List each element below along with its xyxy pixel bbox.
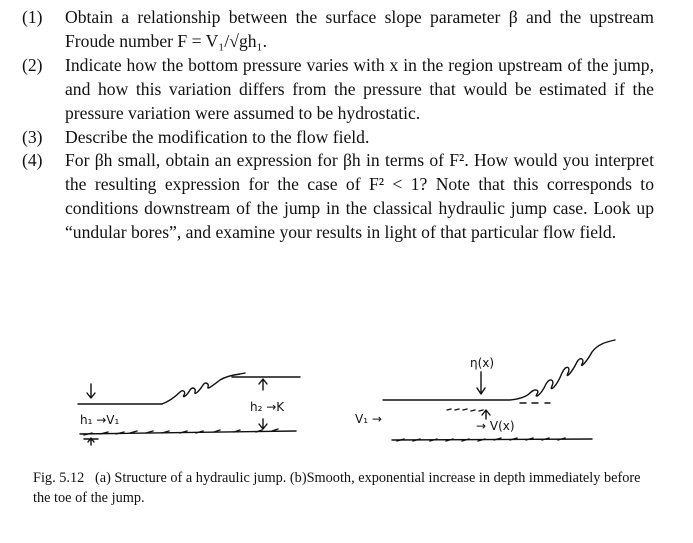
figure-sketches bbox=[0, 300, 693, 460]
question-text: Obtain a relationship between the surface slope parameter β and the upstream Froude number F = V₁/√gh₁. bbox=[65, 7, 654, 51]
figure-caption-text: (a) Structure of a hydraulic jump. (b)Smooth, exponential increase in depth immediately before the toe of the jump. bbox=[33, 470, 641, 506]
question-text: Describe the modification to the flow field. bbox=[65, 126, 370, 147]
figure-label: Fig. 5.12 bbox=[33, 470, 85, 486]
question-item bbox=[22, 6, 654, 54]
question-item bbox=[22, 149, 654, 245]
h1-label: h₁ →V₁ bbox=[80, 413, 120, 427]
question-item bbox=[22, 126, 654, 150]
figure-caption bbox=[33, 469, 653, 509]
h1-arrow-bottom bbox=[84, 438, 98, 445]
v1-label: V₁ → bbox=[355, 412, 382, 426]
vx-label: → V(x) bbox=[476, 419, 515, 433]
h2-arrow-bottom bbox=[259, 419, 267, 429]
h1-arrow-top bbox=[87, 384, 95, 398]
question-list bbox=[22, 6, 654, 245]
question-number: (3) bbox=[22, 126, 43, 147]
question-number: (1) bbox=[22, 7, 43, 27]
question-text: For βh small, obtain an expression for βh in terms of F². How would you interpret the resulting expression for the case of F² < 1? Note that this corresponds to conditions downstream of the jump in the classical hydraulic jump case. Look up “undular bores”, and examine your results in light of that particular flow field. bbox=[65, 150, 654, 243]
h2-arrow-top bbox=[259, 379, 267, 390]
eta-arrow bbox=[477, 372, 485, 394]
toe-curls bbox=[530, 340, 615, 396]
eta-label: η(x) bbox=[470, 356, 495, 370]
question-number: (4) bbox=[22, 150, 43, 171]
rising-surface-line bbox=[383, 393, 530, 400]
question-item bbox=[22, 54, 654, 126]
h2-label: h₂ →K bbox=[250, 400, 285, 414]
question-number: (2) bbox=[22, 54, 43, 75]
figure-hydraulic-jump bbox=[0, 300, 693, 460]
channel-bottom-line bbox=[80, 431, 296, 434]
surface-dashed-line bbox=[447, 409, 483, 411]
question-text: Indicate how the bottom pressure varies with x in the region upstream of the jump, and how this variation differs from the pressure that would be estimated if the pressure variation were assumed to be hydrostatic. bbox=[65, 54, 654, 123]
vx-upward-arrow bbox=[482, 410, 490, 419]
